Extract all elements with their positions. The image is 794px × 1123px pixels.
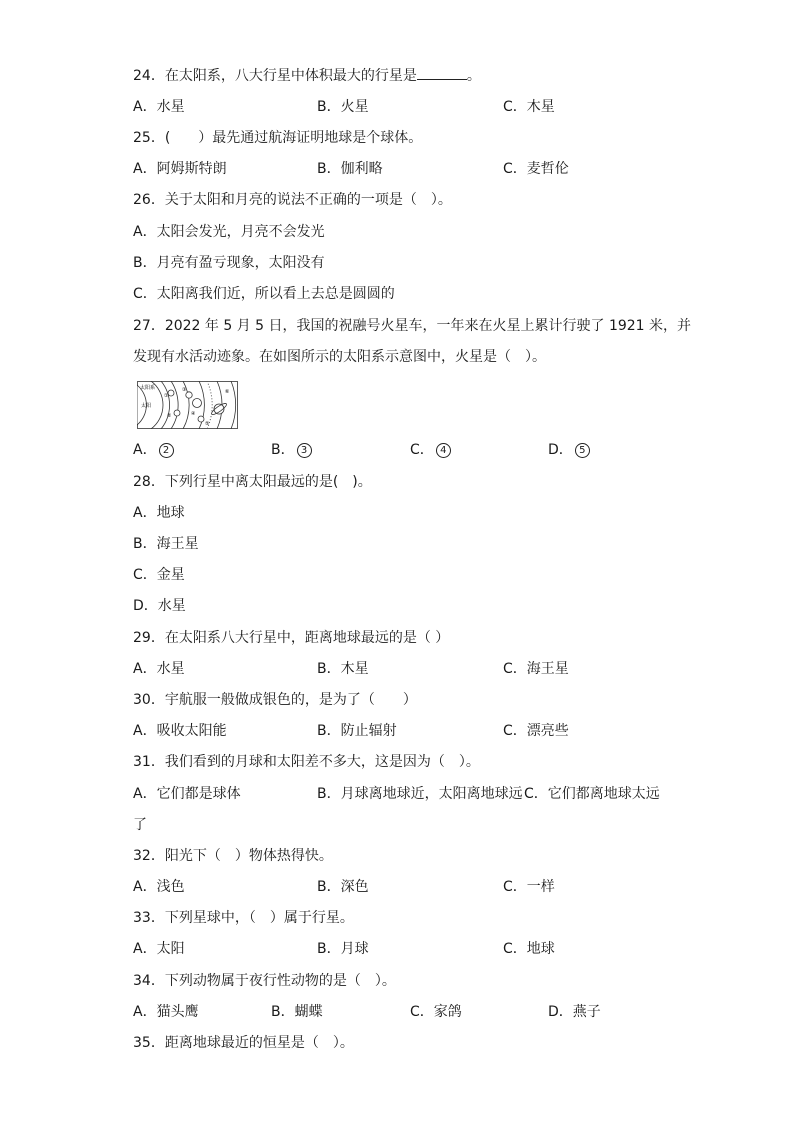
question-24-text: 24．在太阳系，八大行星中体积最大的行星是 <box>133 68 417 84</box>
q24-option-c: C．木星 <box>503 99 555 115</box>
question-28: 28．下列行星中离太阳最远的是( )。 <box>133 474 372 490</box>
q29-option-b: B．木星 <box>317 661 369 677</box>
question-32: 32．阳光下（ ）物体热得快。 <box>133 848 333 864</box>
figure-label-4: ④ <box>191 411 196 417</box>
q25-option-c: C．麦哲伦 <box>503 161 569 177</box>
question-31: 31．我们看到的月球和太阳差不多大，这是因为（ ）。 <box>133 754 480 770</box>
q25-option-b: B．伽利略 <box>317 161 383 177</box>
q27-option-c <box>410 440 451 460</box>
question-34: 34．下列动物属于夜行性动物的是（ ）。 <box>133 973 396 989</box>
figure-label-6: ⑥ <box>225 389 230 395</box>
q28-option-d: D．水星 <box>133 598 186 614</box>
circled-number: 2 <box>159 443 174 458</box>
option-letter: A． <box>133 442 157 458</box>
q30-option-b: B．防止辐射 <box>317 723 397 739</box>
q30-option-c: C．漂亮些 <box>503 723 569 739</box>
q34-option-b: B．蝴蝶 <box>271 1004 323 1020</box>
option-letter: C． <box>410 442 434 458</box>
question-26: 26．关于太阳和月亮的说法不正确的一项是（ ）。 <box>133 192 452 208</box>
question-29: 29．在太阳系八大行星中，距离地球最远的是（ ） <box>133 630 450 646</box>
solar-system-diagram <box>137 381 238 429</box>
answer-blank <box>417 65 467 80</box>
q27-option-a <box>133 440 174 460</box>
circled-number: 4 <box>436 443 451 458</box>
option-letter: D． <box>548 442 573 458</box>
q25-option-a: A．阿姆斯特朗 <box>133 161 227 177</box>
q34-option-a: A．猫头鹰 <box>133 1004 199 1020</box>
q32-option-a: A．浅色 <box>133 879 185 895</box>
q28-option-a: A．地球 <box>133 505 185 521</box>
q31-option-c-wrap: 了 <box>133 817 147 833</box>
figure-label-system: 太阳系 <box>140 385 156 391</box>
q28-option-c: C．金星 <box>133 567 185 583</box>
figure-label-2: ② <box>167 413 172 419</box>
question-27-line-2: 发现有水活动迹象。在如图所示的太阳系示意图中，火星是（ ）。 <box>133 349 546 365</box>
q28-option-b: B．海王星 <box>133 536 199 552</box>
q29-option-a: A．水星 <box>133 661 185 677</box>
figure-label-1: ① <box>164 393 169 399</box>
q27-option-d <box>548 440 590 460</box>
q33-option-c: C．地球 <box>503 941 555 957</box>
question-27-line-1: 27．2022 年 5 月 5 日，我国的祝融号火星车，一年来在火星上累计行驶了 1921 米，并 <box>133 318 692 334</box>
question-35: 35．距离地球最近的恒星是（ ）。 <box>133 1035 354 1051</box>
q31-option-b: B．月球离地球近，太阳离地球远 <box>317 786 523 802</box>
question-25: 25．( ）最先通过航海证明地球是个球体。 <box>133 130 423 146</box>
question-30: 30．宇航服一般做成银色的，是为了（ ） <box>133 692 417 708</box>
q27-option-b <box>271 440 312 460</box>
q34-option-c: C．家鸽 <box>410 1004 462 1020</box>
q33-option-b: B．月球 <box>317 941 369 957</box>
circled-number: 5 <box>575 443 590 458</box>
option-letter: B． <box>271 442 295 458</box>
q26-option-b: B．月亮有盈亏现象，太阳没有 <box>133 255 325 271</box>
q24-option-b: B．火星 <box>317 99 369 115</box>
q29-option-c: C．海王星 <box>503 661 569 677</box>
question-24 <box>133 65 481 86</box>
q34-option-d: D．燕子 <box>548 1004 601 1020</box>
figure-label-sun: 太阳 <box>141 403 152 409</box>
q31-option-c: C．它们都离地球太远 <box>524 786 660 802</box>
q30-option-a: A．吸收太阳能 <box>133 723 227 739</box>
q33-option-a: A．太阳 <box>133 941 185 957</box>
figure-label-5: ⑤ <box>205 421 210 427</box>
q24-option-a: A．水星 <box>133 99 185 115</box>
question-24-end: 。 <box>466 68 481 84</box>
q26-option-c: C．太阳离我们近，所以看上去总是圆圆的 <box>133 286 395 302</box>
figure-label-3: ③ <box>182 387 187 393</box>
q32-option-b: B．深色 <box>317 879 369 895</box>
circled-number: 3 <box>297 443 312 458</box>
question-33: 33．下列星球中，（ ）属于行星。 <box>133 910 354 926</box>
q32-option-c: C．一样 <box>503 879 555 895</box>
q26-option-a: A．太阳会发光，月亮不会发光 <box>133 224 325 240</box>
q31-option-a: A．它们都是球体 <box>133 786 241 802</box>
